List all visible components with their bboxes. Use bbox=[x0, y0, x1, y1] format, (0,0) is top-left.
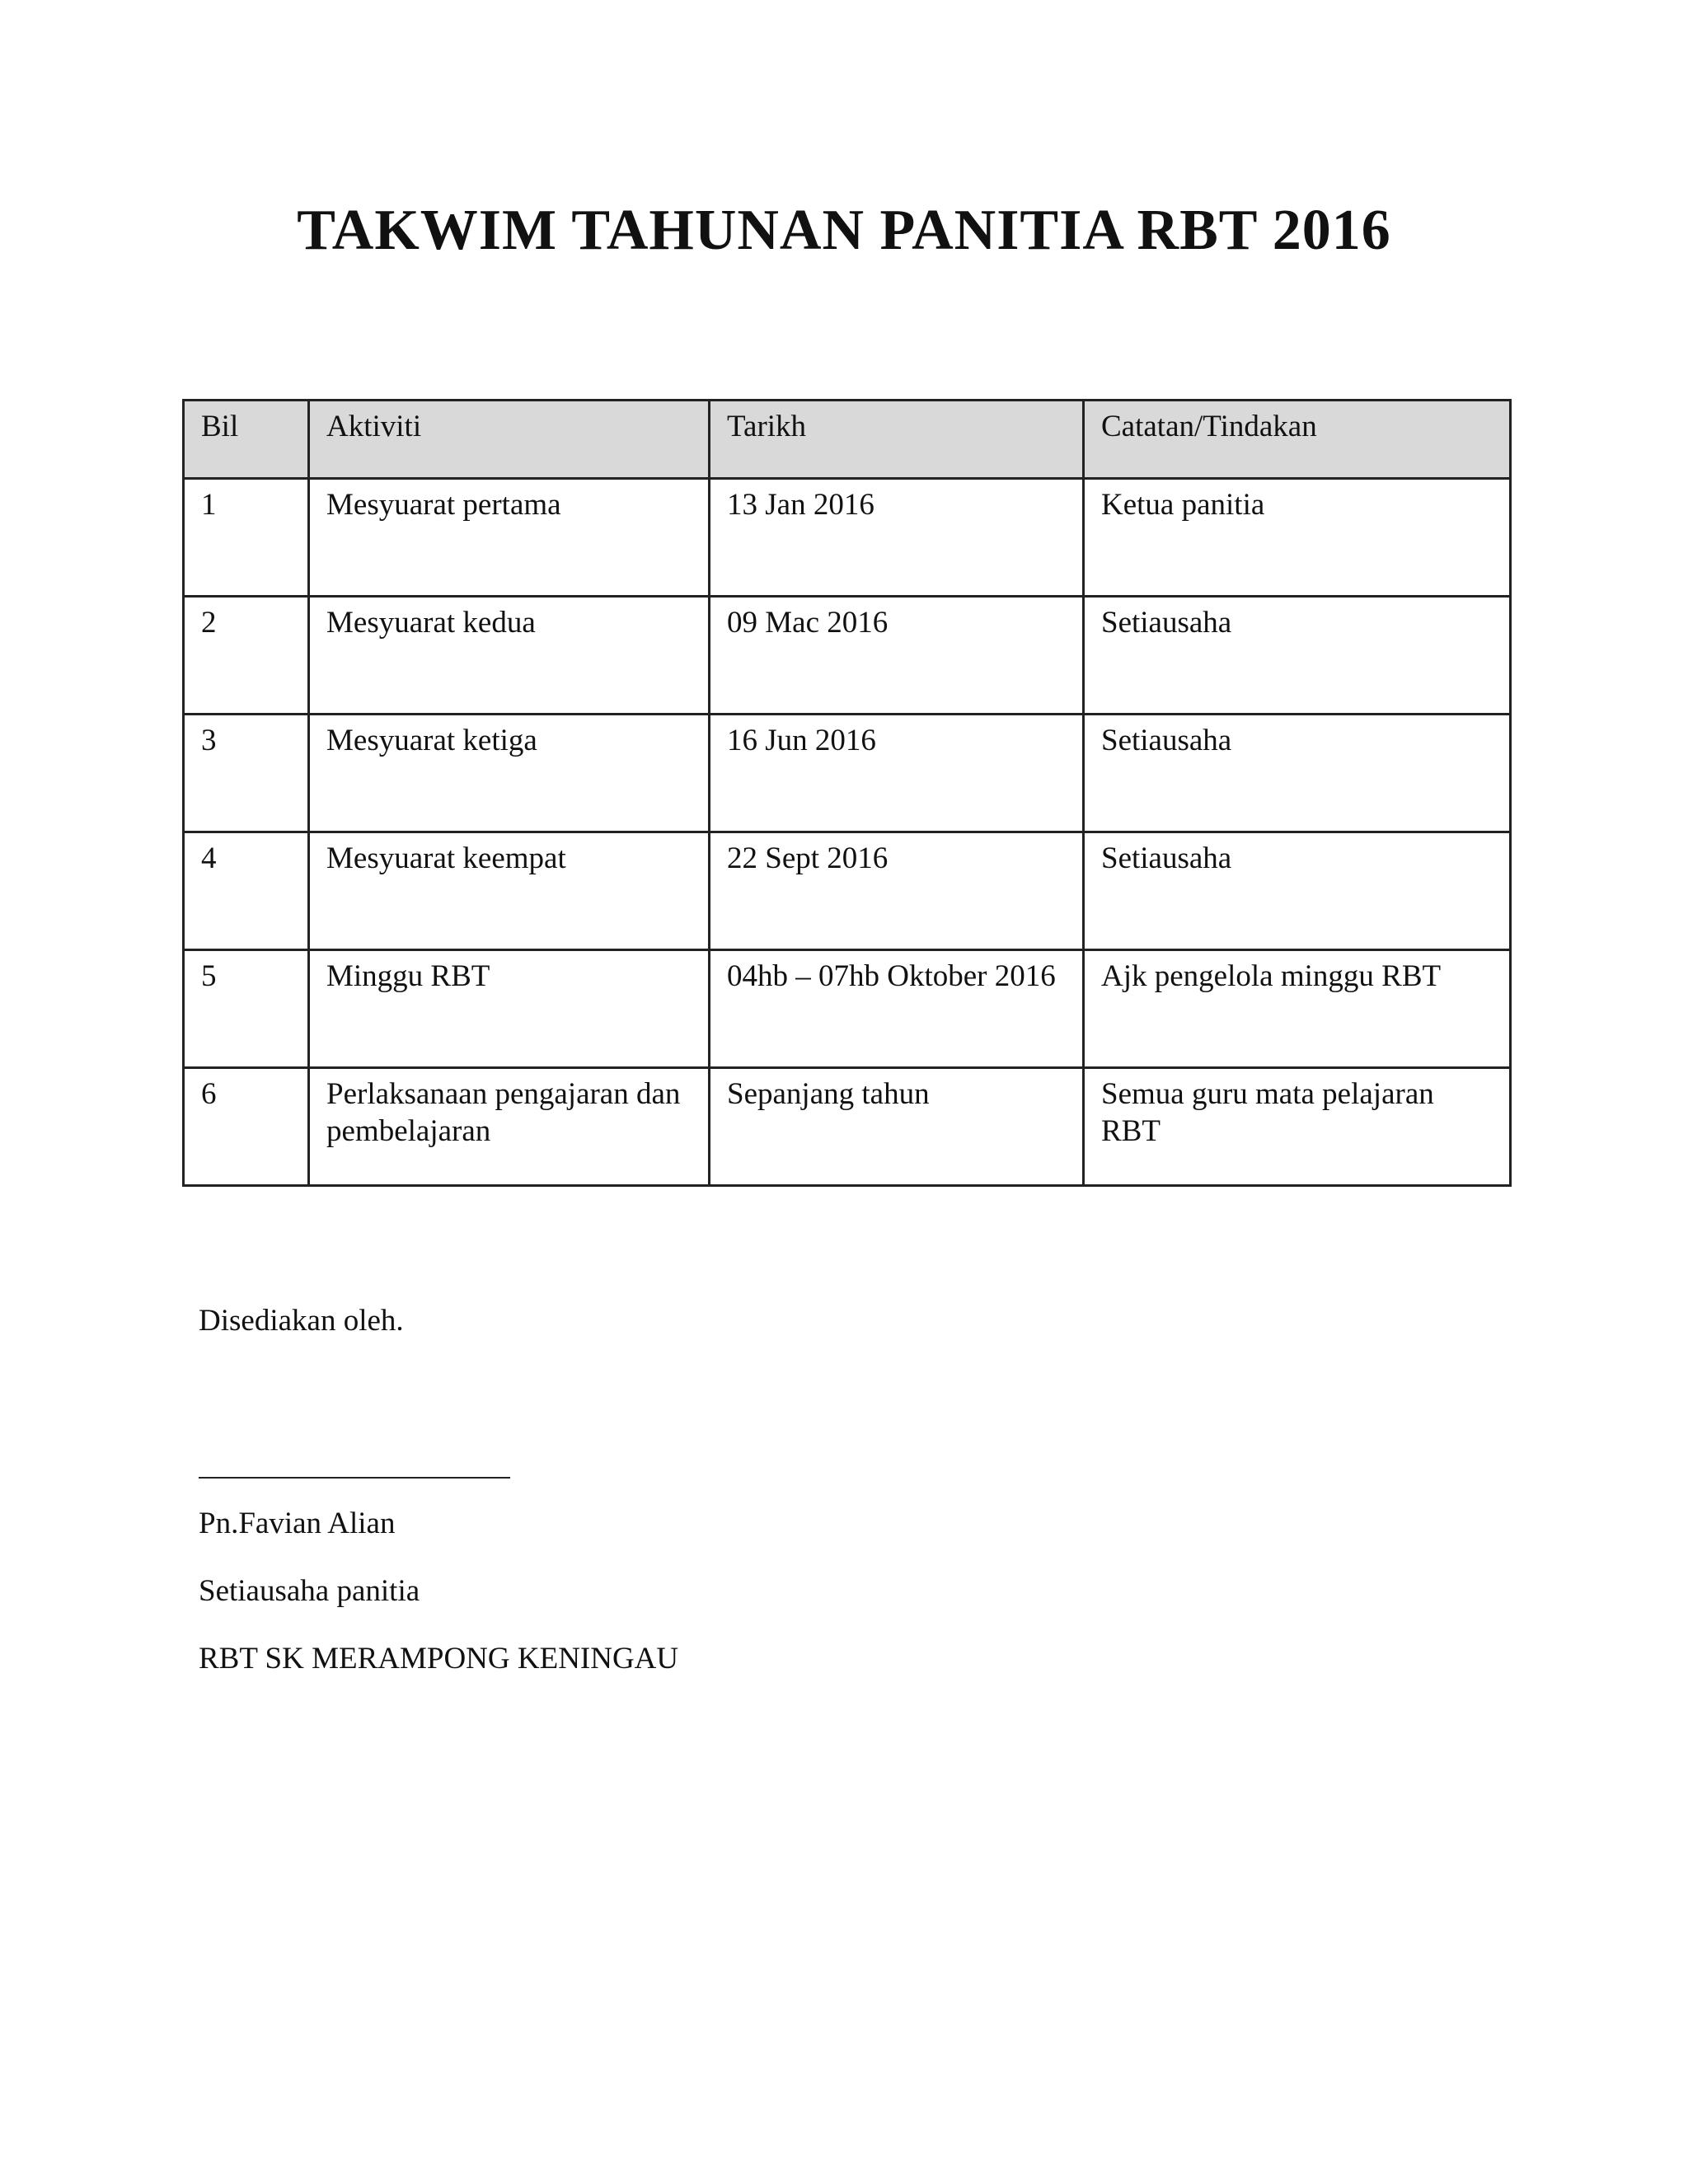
signature-line bbox=[199, 1477, 510, 1479]
cell-catatan: Ajk pengelola minggu RBT bbox=[1084, 950, 1511, 1068]
table-row bbox=[184, 479, 1511, 597]
table-row bbox=[184, 597, 1511, 715]
cell-aktiviti: Mesyuarat keempat bbox=[309, 832, 710, 950]
cell-tarikh: 22 Sept 2016 bbox=[710, 832, 1084, 950]
cell-bil: 6 bbox=[184, 1068, 309, 1186]
header-tarikh: Tarikh bbox=[710, 401, 1084, 479]
header-aktiviti: Aktiviti bbox=[309, 401, 710, 479]
cell-bil: 1 bbox=[184, 479, 309, 597]
cell-aktiviti: Minggu RBT bbox=[309, 950, 710, 1068]
takwim-table bbox=[182, 399, 1512, 1187]
table-row bbox=[184, 1068, 1511, 1186]
table-row bbox=[184, 950, 1511, 1068]
cell-aktiviti: Mesyuarat pertama bbox=[309, 479, 710, 597]
header-catatan: Catatan/Tindakan bbox=[1084, 401, 1511, 479]
cell-bil: 2 bbox=[184, 597, 309, 715]
cell-bil: 5 bbox=[184, 950, 309, 1068]
cell-tarikh: 16 Jun 2016 bbox=[710, 715, 1084, 832]
cell-aktiviti: Perlaksanaan pengajaran dan pembelajaran bbox=[309, 1068, 710, 1186]
cell-catatan: Setiausaha bbox=[1084, 597, 1511, 715]
signatory-school: RBT SK MERAMPONG KENINGAU bbox=[199, 1642, 679, 1675]
cell-bil: 3 bbox=[184, 715, 309, 832]
cell-tarikh: 04hb – 07hb Oktober 2016 bbox=[710, 950, 1084, 1068]
table-header-row bbox=[184, 401, 1511, 479]
table-row bbox=[184, 715, 1511, 832]
cell-catatan: Setiausaha bbox=[1084, 832, 1511, 950]
signatory-position: Setiausaha panitia bbox=[199, 1574, 420, 1608]
cell-bil: 4 bbox=[184, 832, 309, 950]
header-bil: Bil bbox=[184, 401, 309, 479]
signatory-name: Pn.Favian Alian bbox=[199, 1507, 396, 1540]
cell-aktiviti: Mesyuarat ketiga bbox=[309, 715, 710, 832]
cell-catatan: Ketua panitia bbox=[1084, 479, 1511, 597]
cell-tarikh: 09 Mac 2016 bbox=[710, 597, 1084, 715]
page-title: TAKWIM TAHUNAN PANITIA RBT 2016 bbox=[297, 199, 1391, 262]
prepared-by-label: Disediakan oleh. bbox=[199, 1304, 404, 1338]
cell-catatan: Setiausaha bbox=[1084, 715, 1511, 832]
cell-tarikh: 13 Jan 2016 bbox=[710, 479, 1084, 597]
cell-catatan: Semua guru mata pelajaran RBT bbox=[1084, 1068, 1511, 1186]
cell-tarikh: Sepanjang tahun bbox=[710, 1068, 1084, 1186]
cell-aktiviti: Mesyuarat kedua bbox=[309, 597, 710, 715]
table-row bbox=[184, 832, 1511, 950]
